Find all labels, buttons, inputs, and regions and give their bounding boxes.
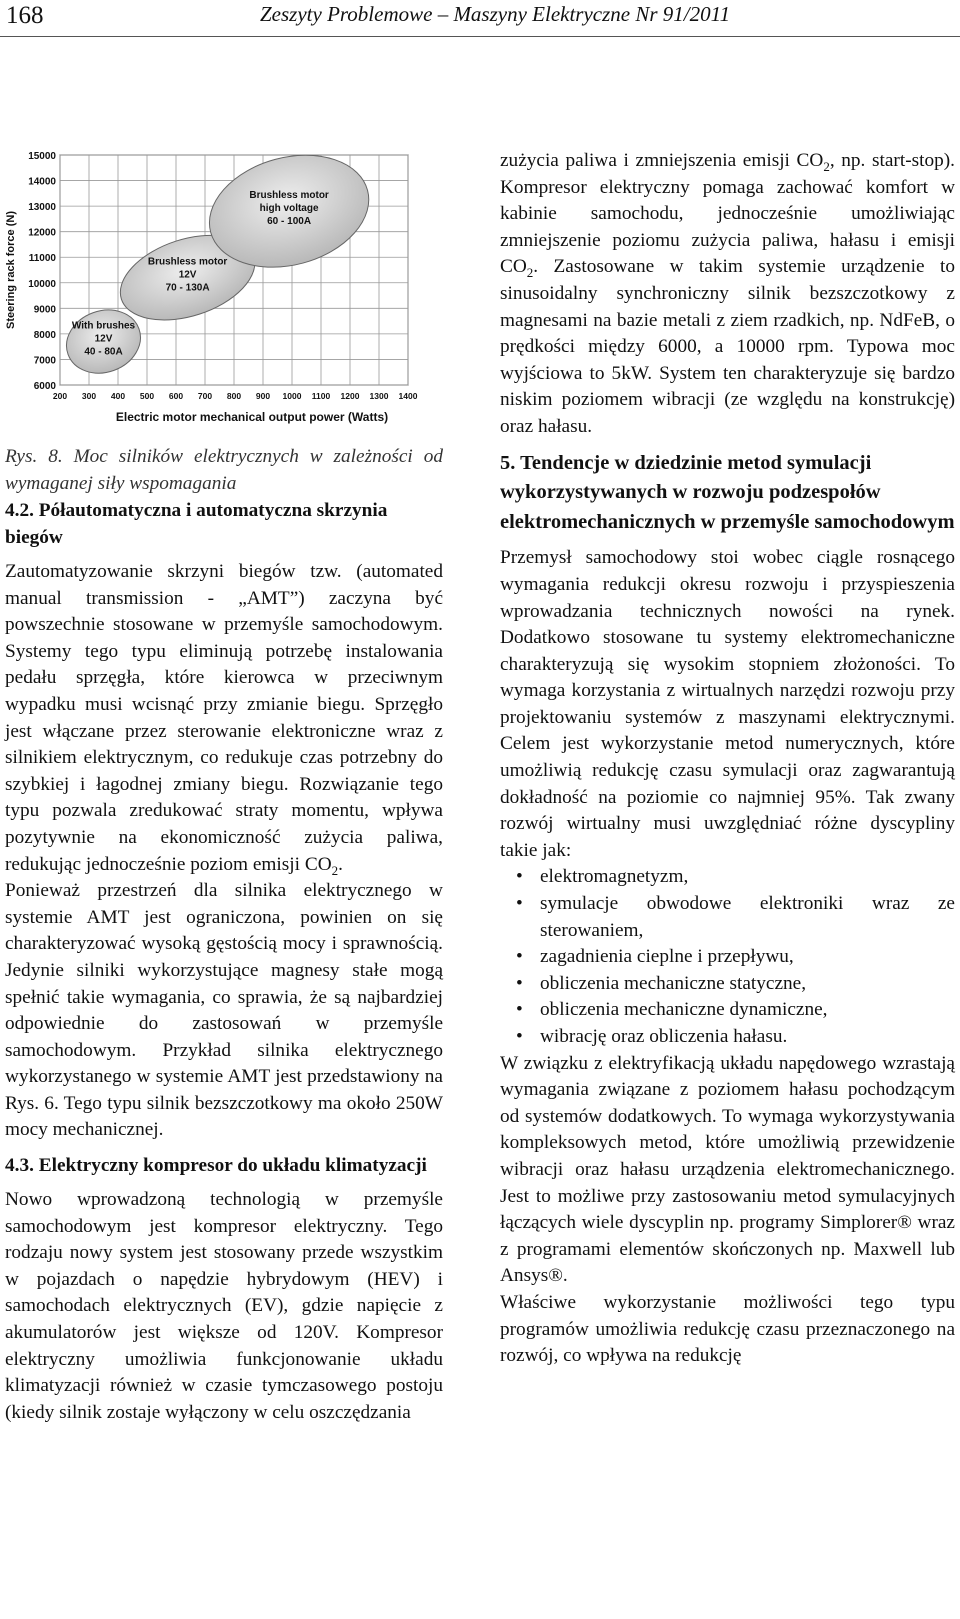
region-label: Brushless motor bbox=[147, 256, 228, 268]
section-5-title: 5. Tendencje w dziedzinie metod symulacji wykorzystywanych w rozwoju podzespołów elektromechanicznych w przemyśle samochodowym bbox=[500, 451, 955, 533]
paragraph: Nowo wprowadzoną technologią w przemyśle samochodowym jest kompresor elektryczny. Tego rodzaju nowy system jest stosowany przede wszystkim w pojazdach o napędzie hybrydowym (HEV) i samochodach elektrycznych (EV), gdzie napięcie z akumulatorów jest większe od 120V. Kompresor elektryczny umożliwia funkcjonowanie układu klimatyzacji również w czasie tymczasowego postoju (kiedy silnik zostaje wyłączony w celu oszczędzania bbox=[5, 1189, 443, 1423]
region-label: 12V bbox=[178, 269, 197, 281]
list-item: • wibrację oraz obliczenia hałasu. bbox=[540, 1024, 955, 1051]
y-tick-label: 8000 bbox=[33, 329, 56, 341]
x-tick-label: 1300 bbox=[369, 391, 389, 401]
list-item: • obliczenia mechaniczne dynamiczne, bbox=[540, 997, 955, 1024]
y-tick-label: 15000 bbox=[28, 151, 56, 162]
x-tick-label: 600 bbox=[168, 391, 184, 401]
header-rule bbox=[0, 36, 960, 37]
region-label: 60 - 100A bbox=[267, 216, 312, 228]
right-column bbox=[500, 148, 955, 1370]
journal-title: Zeszyty Problemowe – Maszyny Elektryczne Nr 91/2011 bbox=[260, 2, 731, 26]
paragraph: zużycia paliwa i zmniejszenia emisji $CO_2$, np. start-stop). Kompresor elektryczny pomaga zachować komfort w kabinie samochodu, jednocześnie umożliwiając zmniejszenie poziomu zużycia paliwa, hałasu i emisji $CO_2$. Zastosowane w takim systemie urządzenie to sinusoidalny synchroniczny silnik bezszczotkowy z magnesami na bazie metali z ziem rzadkich, np. NdFeB, o prędkości między 6000, a 10000 rpm. Typowa moc wyjściowa to 5kW. System ten charakteryzuje się bardzo niskim poziomem wibracji (ze względu na konstrukcję) oraz hałasu. bbox=[500, 150, 956, 437]
paragraph: Ponieważ przestrzeń dla silnika elektrycznego w systemie AMT jest ograniczona, powinien on się charakteryzować wysoką gęstością mocy i sprawnością. Jedynie silniki wykorzystujące magnesy stałe mogą spełnić takie wymagania, co sprawia, że są najbardziej odpowiednie do zastosowań w przemyśle samochodowym. Przykład silnika elektrycznego wykorzystanego w systemie AMT jest przedstawiony na Rys. 6. Tego typu silnik bezszczotkowy ma około 250W mocy mechanicznej. bbox=[5, 880, 443, 1141]
x-tick-label: 1000 bbox=[282, 391, 302, 401]
list-item: • obliczenia mechaniczne statyczne, bbox=[540, 971, 955, 998]
y-tick-label: 11000 bbox=[28, 253, 56, 265]
x-tick-label: 700 bbox=[197, 391, 213, 401]
paragraph: W związku z elektryfikacją układu napędowego wzrastają wymagania związane z poziomem hałasu pochodzącym od systemów dodatkowych. To wymaga wykorzystywania kompleksowych metod, które umożliwią przewidzenie wibracji oraz hałasu urządzenia elektromechanicznego. Jest to możliwe przy zastosowaniu metod symulacyjnych łączących wiele dyscyplin np. programy Simplorer® wraz z programami elementów skończonych np. Maxwell lub Ansys®. bbox=[500, 1052, 955, 1287]
x-tick-label: 800 bbox=[226, 391, 242, 401]
y-tick-label: 6000 bbox=[33, 381, 56, 392]
paragraph: Przemysł samochodowy stoi wobec ciągle rosnącego wymagania redukcji okresu rozwoju i przyspieszenia wprowadzania technicznych nowości na rynek. Dodatkowo stosowane tu systemy elektromechaniczne charakteryzują się wysokim stopniem złożoności. To wymaga korzystania z wirtualnych narzędzi rozwoju przy projektowaniu systemów z maszynami elektrycznymi. Celem jest wykorzystanie metod numerycznych, które umożliwią redukcję czasu symulacji oraz zagwarantują dokładność na poziomie co najmniej 95%. Tak zwany rozwój wirtualny musi uwzględniać różne dyscypliny takie jak: bbox=[500, 547, 955, 861]
region-label: 40 - 80A bbox=[84, 346, 123, 358]
region-label: With brushes bbox=[71, 320, 136, 332]
y-tick-label: 13000 bbox=[28, 202, 56, 214]
y-tick-label: 9000 bbox=[33, 304, 56, 316]
region-label: high voltage bbox=[259, 203, 319, 215]
section-4-3-title: 4.3. Elektryczny kompresor do układu klimatyzacji bbox=[5, 1155, 427, 1177]
region-label: Brushless motor bbox=[249, 190, 329, 202]
x-tick-label: 1200 bbox=[340, 391, 360, 401]
y-tick-label: 7000 bbox=[33, 355, 56, 367]
page-number: 168 bbox=[6, 2, 44, 29]
x-tick-label: 400 bbox=[110, 391, 126, 401]
paragraph: Zautomatyzowanie skrzyni biegów tzw. (automated manual transmission - „AMT”) zaczyna być powszechnie stosowane w przemyśle samochodowym. Systemy tego typu eliminują potrzebę instalowania pedału sprzęgła, które kierowca w przeciwnym wypadku musi wcisnąć przy zmianie biegu. Sprzęgło jest włączane przez sterowanie elektroniczne wraz z silnikiem elektrycznym, co redukuje czas potrzebny do szybkiej i łagodnej zmiany biegu. Rozwiązanie tego typu pozwala zredukować straty momentu, wpływa pozytywnie na ekonomiczność zużycia paliwa, redukując jednocześnie poziom emisji $CO_2$. bbox=[5, 561, 443, 878]
figure-caption: Rys. 8. Moc silników elektrycznych w zależności od wymaganej siły wspomagania bbox=[5, 446, 443, 494]
region-label: 12V bbox=[94, 333, 113, 345]
x-tick-label: 1100 bbox=[311, 391, 331, 401]
list-item: • symulacje obwodowe elektroniki wraz ze sterowaniem, bbox=[540, 891, 955, 944]
y-tick-label: 12000 bbox=[28, 227, 56, 239]
bullet-list bbox=[500, 864, 955, 1050]
page-header bbox=[0, 0, 960, 40]
x-tick-label: 1400 bbox=[398, 391, 418, 401]
section-4-2-title: 4.2. Półautomatyczna i automatyczna skrzynia biegów bbox=[5, 500, 388, 548]
x-tick-label: 900 bbox=[255, 391, 271, 401]
y-axis-label: Steering rack force (N) bbox=[5, 211, 17, 329]
power-force-chart bbox=[0, 145, 440, 435]
list-item: • zagadnienia cieplne i przepływu, bbox=[540, 944, 955, 971]
left-column bbox=[5, 497, 443, 1426]
region-label: 70 - 130A bbox=[165, 282, 210, 294]
x-tick-label: 200 bbox=[52, 391, 68, 401]
list-item: • elektromagnetyzm, bbox=[540, 864, 955, 891]
x-tick-label: 300 bbox=[81, 391, 97, 401]
paragraph: Właściwe wykorzystanie możliwości tego typu programów umożliwia redukcję czasu przeznaczonego na rozwój, co wpływa na redukcję bbox=[500, 1291, 955, 1367]
y-tick-label: 14000 bbox=[28, 176, 56, 188]
x-tick-label: 500 bbox=[139, 391, 155, 401]
x-axis-label: Electric motor mechanical output power (Watts) bbox=[115, 410, 389, 424]
y-tick-label: 10000 bbox=[28, 278, 56, 290]
